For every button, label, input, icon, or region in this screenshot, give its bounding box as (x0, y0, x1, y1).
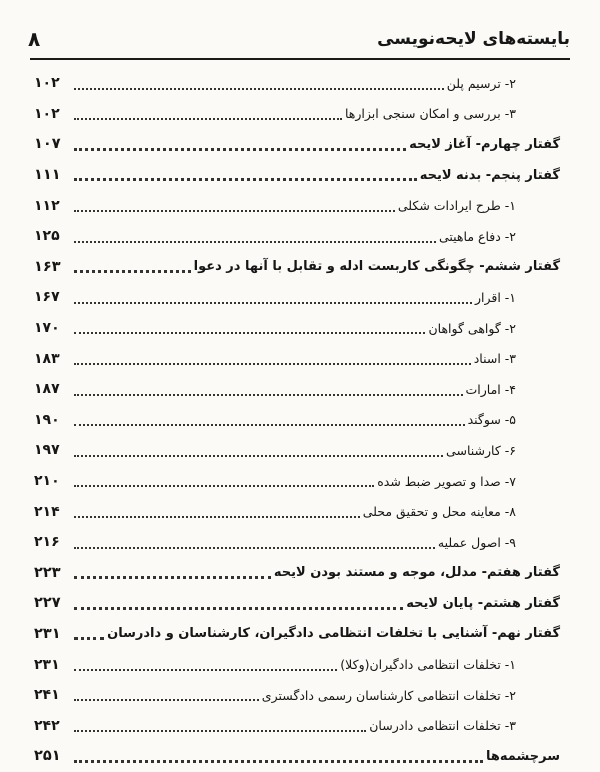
toc-entry (32, 282, 562, 313)
dot-leader (74, 516, 360, 518)
toc-entry-title: ۳- تخلفات انتظامی دادرسان (369, 718, 516, 734)
toc-entry-page: ۱۰۲ (34, 75, 60, 92)
toc-entry-page: ۲۲۳ (34, 564, 61, 581)
dot-leader (74, 424, 465, 426)
toc-entry-page: ۱۲۵ (34, 228, 60, 245)
dot-leader (74, 332, 425, 334)
dot-leader (74, 270, 191, 273)
toc-entry (32, 527, 562, 558)
dot-leader (74, 210, 395, 212)
toc-entry-page: ۲۴۱ (34, 687, 60, 704)
toc-entry (32, 710, 562, 741)
dot-leader (74, 699, 259, 701)
dot-leader (74, 302, 472, 304)
dot-leader (74, 118, 342, 120)
toc-entry-page: ۱۶۷ (34, 289, 60, 306)
toc-entry-page: ۱۹۷ (34, 442, 60, 459)
toc-entry-title: ۴- امارات (465, 381, 516, 397)
toc-entry-page: ۲۴۲ (34, 717, 60, 734)
toc-entry-title: ۲- تخلفات انتظامی کارشناسان رسمی دادگستری (261, 687, 516, 703)
dot-leader (74, 455, 443, 457)
toc-entry-page: ۱۹۰ (34, 411, 60, 428)
toc-entry-page: ۱۱۱ (34, 167, 61, 184)
toc-entry-title: ۱- تخلفات انتظامی دادگیران(وکلا) (340, 657, 516, 673)
toc-entry-page: ۲۱۶ (34, 534, 60, 551)
toc-entry-title: سرچشمه‌ها (486, 748, 560, 764)
dot-leader (74, 394, 463, 396)
toc-entry (32, 160, 562, 191)
toc-entry (32, 252, 562, 283)
toc-entry (32, 680, 562, 711)
toc-entry-title: ۷- صدا و تصویر ضبط شده (377, 473, 516, 489)
toc-entry-page: ۲۱۰ (34, 473, 60, 490)
dot-leader (74, 760, 483, 763)
toc-entry-page: ۱۷۰ (34, 320, 60, 337)
toc-entry (32, 129, 562, 160)
table-of-contents (32, 68, 562, 772)
toc-entry (32, 619, 562, 650)
dot-leader (74, 547, 435, 549)
header-rule (30, 58, 570, 60)
toc-entry-page: ۱۰۷ (34, 136, 61, 153)
dot-leader (74, 88, 444, 90)
toc-entry (32, 496, 562, 527)
toc-entry-page: ۲۲۷ (34, 595, 61, 612)
toc-entry-page: ۱۰۲ (34, 105, 60, 122)
toc-entry-page: ۱۱۲ (34, 197, 60, 214)
dot-leader (74, 576, 271, 579)
toc-entry (32, 435, 562, 466)
toc-entry-title: ۶- کارشناسی (446, 442, 516, 458)
toc-entry-page: ۱۸۷ (34, 381, 60, 398)
running-header (28, 22, 570, 56)
toc-entry (32, 221, 562, 252)
toc-entry (32, 588, 562, 619)
toc-entry (32, 99, 562, 130)
toc-entry-title: ۱- اقرار (474, 289, 516, 305)
toc-entry-title: ۸- معاینه محل و تحقیق محلی (362, 504, 516, 520)
toc-entry (32, 190, 562, 221)
toc-entry-page: ۲۳۱ (34, 625, 61, 642)
page-number: ۸ (28, 27, 41, 51)
dot-leader (74, 178, 417, 181)
toc-entry-title: گفتار نهم- آشنایی با تخلفات انتظامی دادگیران، کارشناسان و دادرسان (107, 626, 560, 642)
toc-entry (32, 466, 562, 497)
toc-entry-title: گفتار هفتم- مدلل، موجه و مستند بودن لایحه (273, 565, 560, 581)
toc-entry-title: ۵- سوگند (467, 412, 516, 428)
book-title: بایسته‌های لایحه‌نویسی (377, 29, 570, 49)
toc-entry (32, 68, 562, 99)
toc-entry (32, 558, 562, 589)
toc-entry-page: ۲۳۱ (34, 656, 60, 673)
dot-leader (74, 607, 403, 610)
dot-leader (74, 363, 471, 365)
dot-leader (74, 148, 406, 151)
toc-entry-title: ۲- گواهی گواهان (428, 320, 516, 336)
toc-entry-title: گفتار چهارم- آغاز لایحه (409, 136, 560, 152)
toc-entry (32, 649, 562, 680)
toc-entry-title: ۹- اصول عملیه (437, 534, 516, 550)
toc-entry-page: ۲۱۴ (34, 503, 60, 520)
toc-entry (32, 405, 562, 436)
dot-leader (74, 669, 337, 671)
toc-entry-page: ۱۶۳ (34, 258, 61, 275)
toc-entry-title: ۳- اسناد (473, 351, 516, 367)
dot-leader (74, 485, 374, 487)
toc-entry-title: گفتار هشتم- پایان لایحه (406, 595, 560, 611)
toc-entry (32, 313, 562, 344)
toc-entry-title: گفتار پنجم- بدنه لایحه (419, 167, 560, 183)
toc-entry (32, 343, 562, 374)
toc-entry-title: گفتار ششم- چگونگی کاربست ادله و تقابل با آنها در دعوا (193, 259, 560, 275)
toc-entry-page: ۲۵۱ (34, 748, 61, 765)
toc-entry (32, 374, 562, 405)
toc-entry-page: ۱۸۳ (34, 350, 60, 367)
toc-entry-title: ۳- بررسی و امکان سنجی ابزارها (345, 106, 516, 122)
dot-leader (74, 637, 104, 640)
dot-leader (74, 241, 436, 243)
toc-entry-title: ۲- دفاع ماهیتی (438, 228, 516, 244)
dot-leader (74, 730, 366, 732)
toc-entry (32, 741, 562, 772)
toc-entry-title: ۱- طرح ایرادات شکلی (397, 198, 516, 214)
toc-entry-title: ۲- ترسیم پلن (446, 75, 516, 91)
